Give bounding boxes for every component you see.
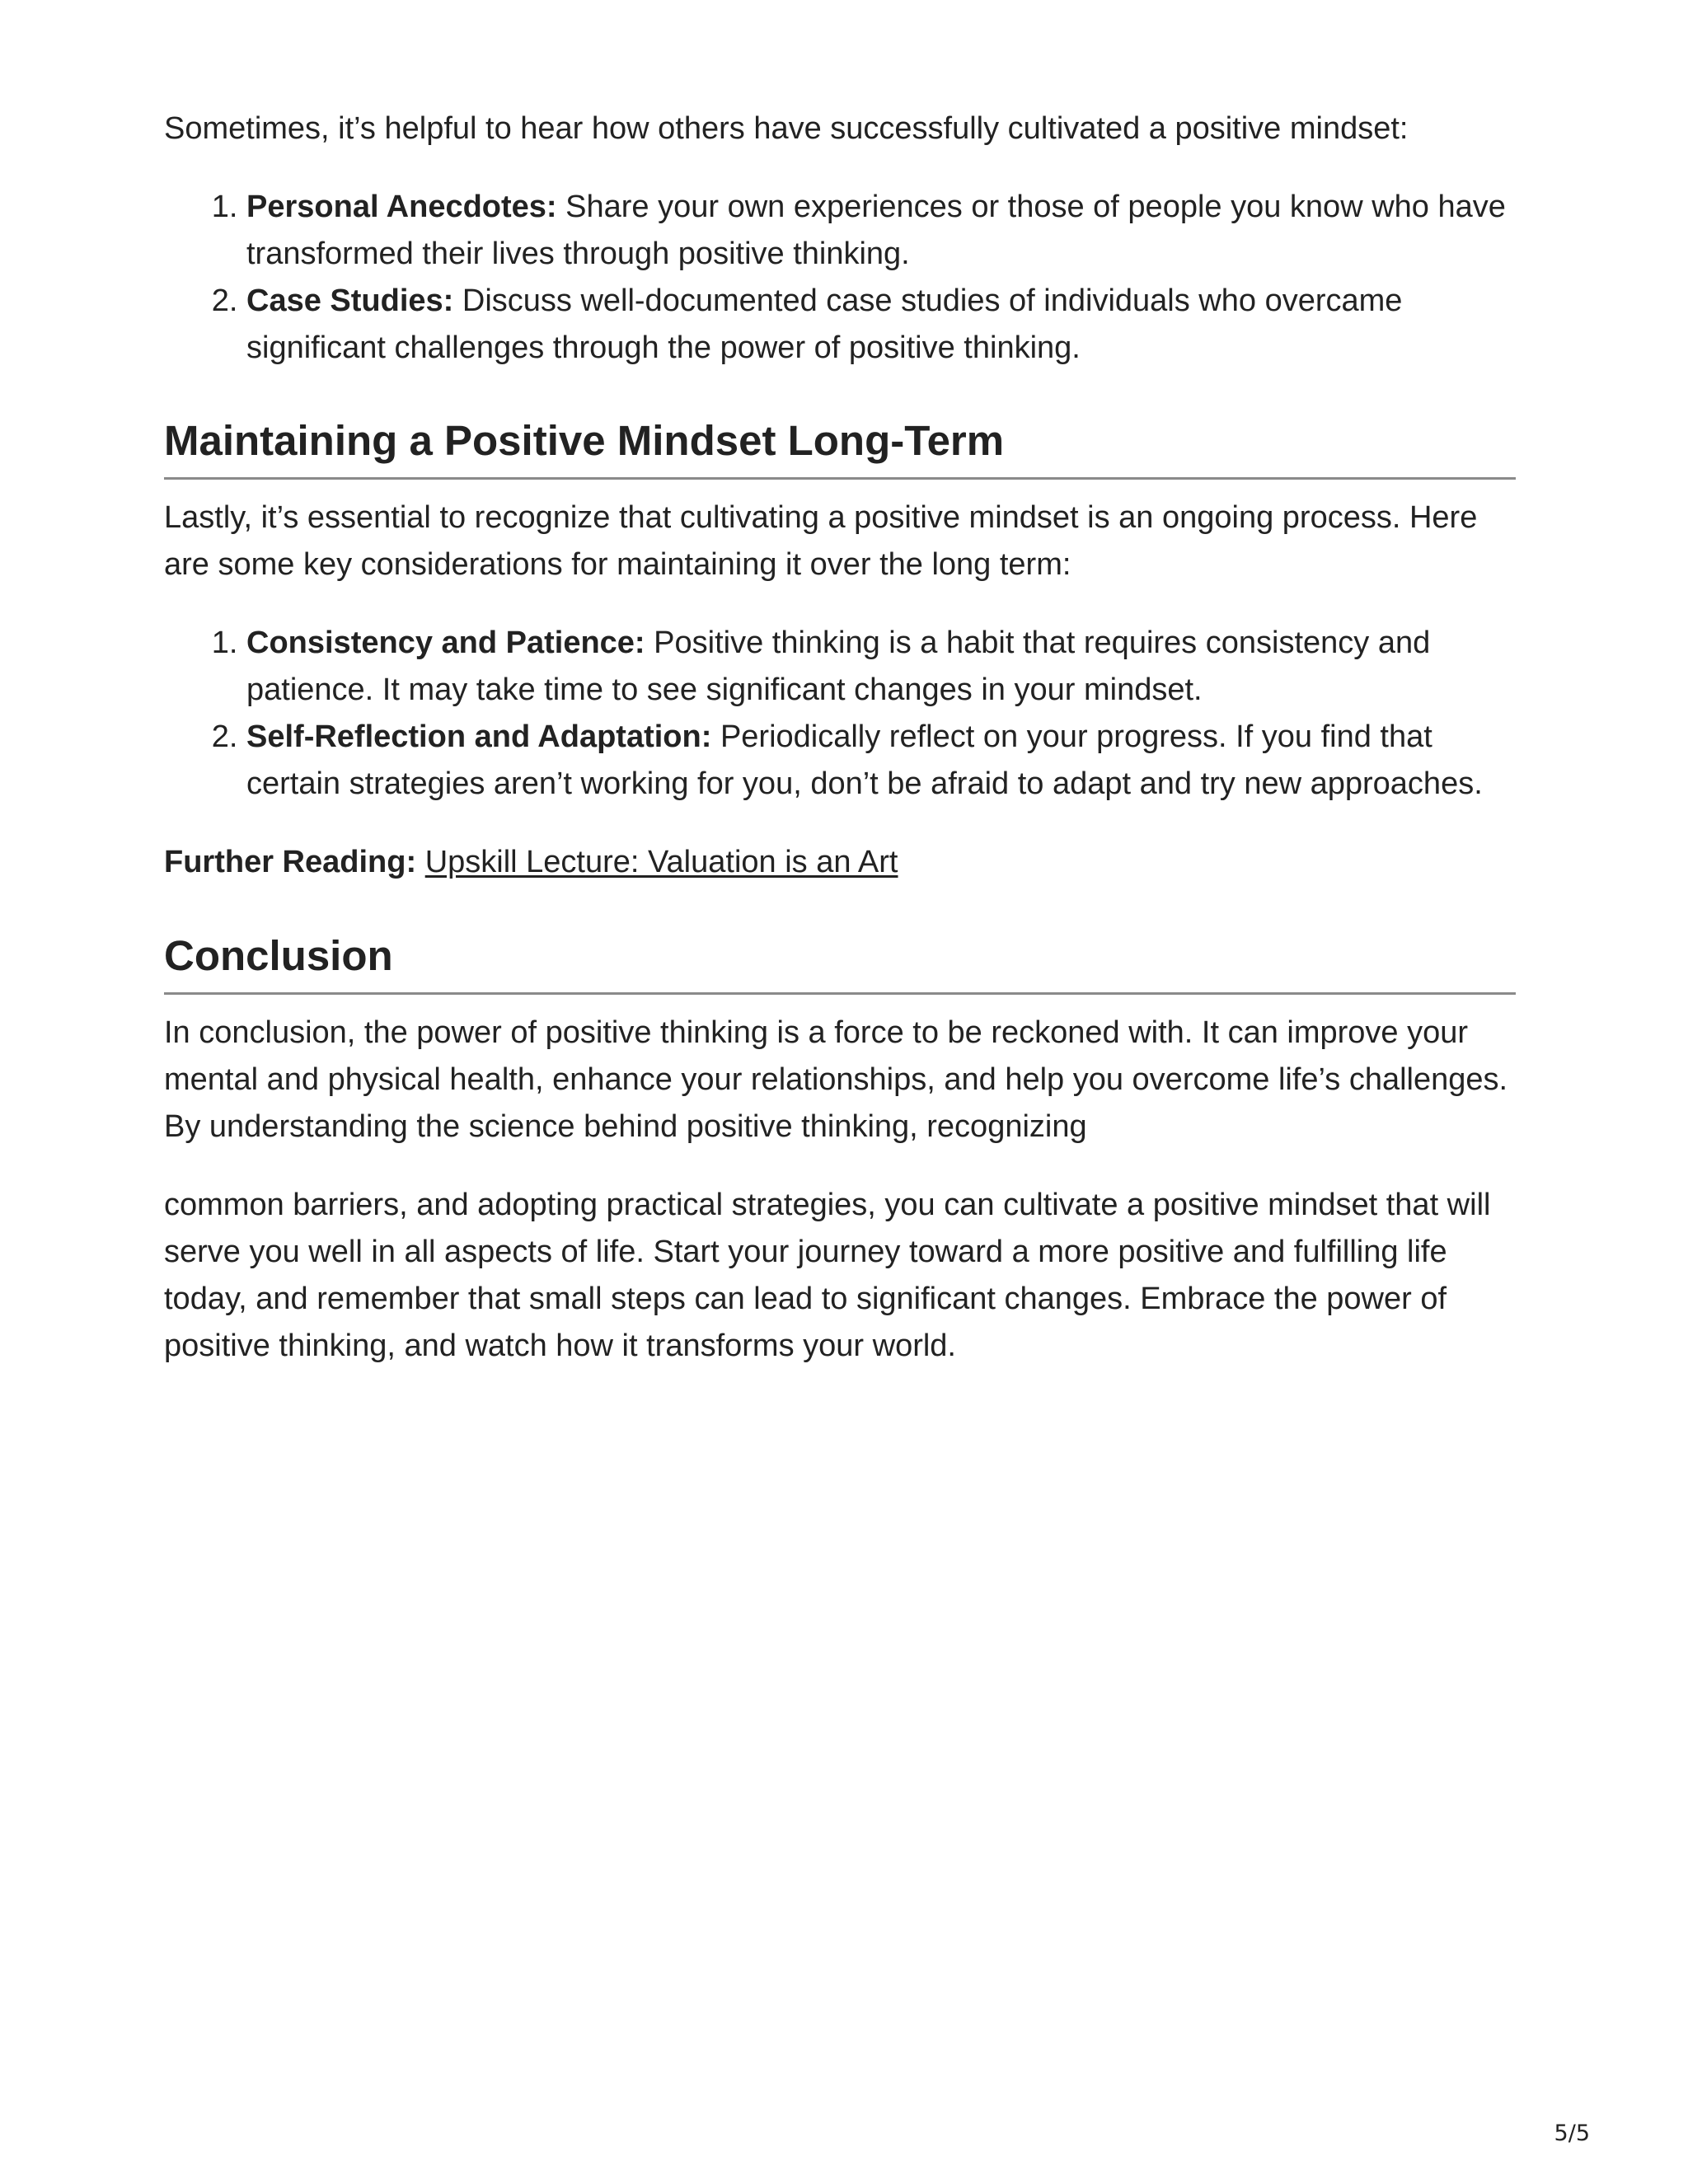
document-page xyxy=(164,105,1516,1370)
list-item-label: Self-Reflection and Adaptation: xyxy=(246,719,712,754)
list-item-label: Personal Anecdotes: xyxy=(246,190,557,224)
list-item-text: Discuss well-documented case studies of individuals who overcame significant challenges through the power of positive thinking. xyxy=(246,284,1403,365)
conclusion-paragraph-1: In conclusion, the power of positive thinking is a force to be reckoned with. It can improve your mental and physical health, enhance your relationships, and help you overcome life’s challenges. By understanding the science behind positive thinking, recognizing xyxy=(164,1015,1508,1144)
list-item-text: Positive thinking is a habit that requires consistency and patience. It may take time to see significant changes in your mindset. xyxy=(246,626,1431,707)
list-item xyxy=(246,184,1516,278)
section-heading-conclusion: Conclusion xyxy=(164,930,1516,995)
further-reading-link[interactable]: Upskill Lecture: Valuation is an Art xyxy=(424,845,898,879)
list-item xyxy=(246,278,1516,372)
section-heading-maintaining: Maintaining a Positive Mindset Long-Term xyxy=(164,415,1516,480)
list-item xyxy=(246,620,1516,714)
considerations-list xyxy=(164,620,1516,808)
conclusion-paragraph-2: common barriers, and adopting practical strategies, you can cultivate a positive mindset that will serve you well in all aspects of life. Start your journey toward a more positive and fulfilling life today, and remember that small steps can lead to significant changes. Embrace the power of positive thinking, and watch how it transforms your world. xyxy=(164,1188,1491,1363)
further-reading-label: Further Reading: xyxy=(164,845,417,879)
intro-paragraph: Sometimes, it’s helpful to hear how others have successfully cultivated a positive mindset: xyxy=(164,111,1409,146)
anecdotes-list xyxy=(164,184,1516,372)
list-item-text: Periodically reflect on your progress. If you find that certain strategies aren’t working for you, don’t be afraid to adapt and try new approaches. xyxy=(246,719,1483,801)
list-item-text: Share your own experiences or those of people you know who have transformed their lives through positive thinking. xyxy=(246,190,1506,271)
further-reading xyxy=(164,839,1516,886)
list-item xyxy=(246,714,1516,808)
page-number: 5/5 xyxy=(1554,2121,1590,2146)
section-paragraph: Lastly, it’s essential to recognize that cultivating a positive mindset is an ongoing process. Here are some key considerations for maintaining it over the long term: xyxy=(164,500,1478,582)
list-item-label: Case Studies: xyxy=(246,284,454,318)
list-item-label: Consistency and Patience: xyxy=(246,626,645,660)
